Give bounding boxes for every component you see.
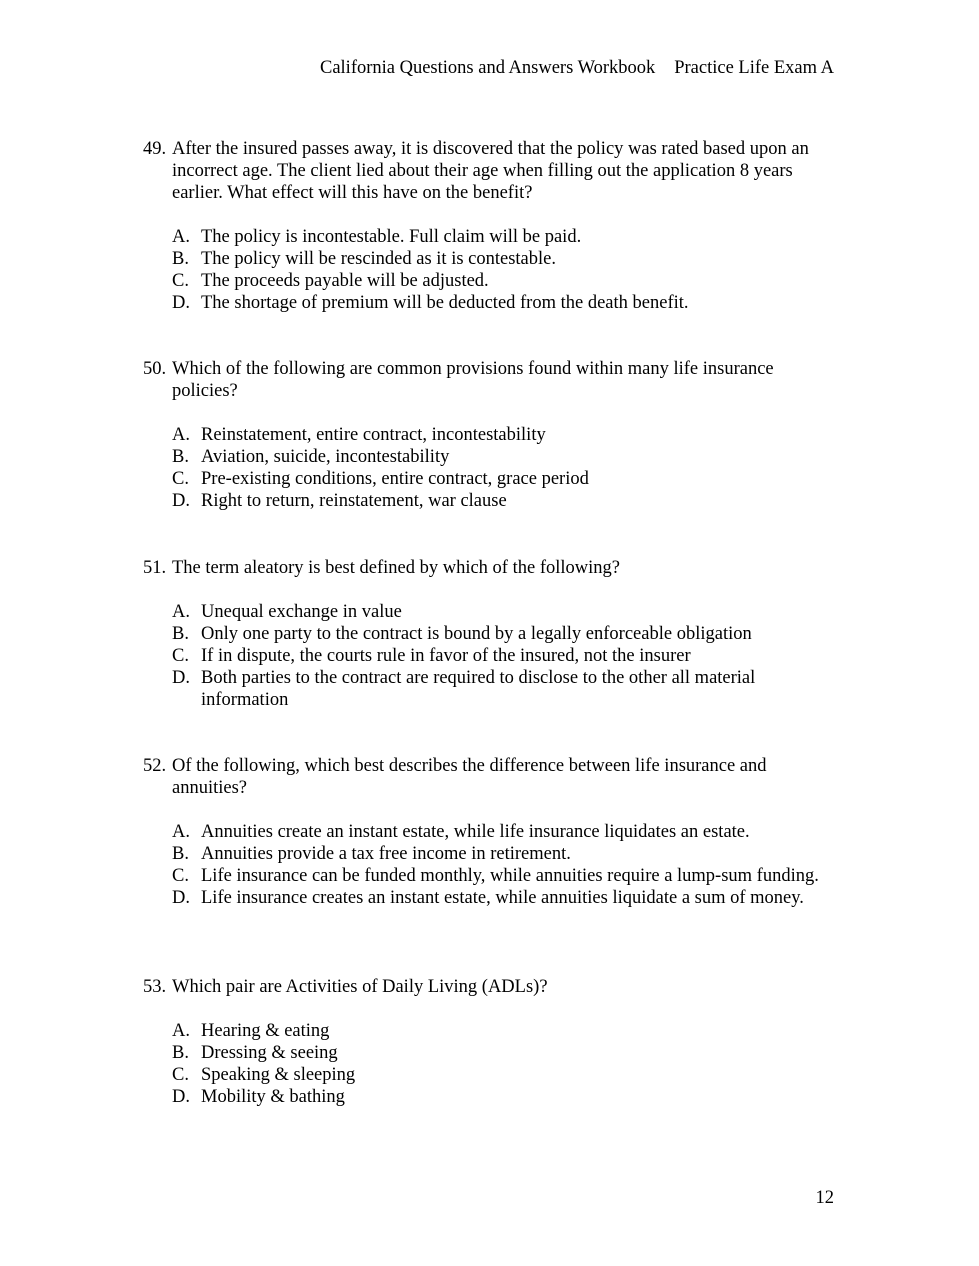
choice-d: D. Life insurance creates an instant estate, while annuities liquidate a sum of money. xyxy=(172,888,804,908)
question-text: The term aleatory is best defined by which of the following? xyxy=(172,558,620,578)
question-number: 52. xyxy=(143,756,167,776)
question-stem xyxy=(143,138,843,204)
choice-a: A. The policy is incontestable. Full claim will be paid. xyxy=(172,227,582,247)
choice-c: C. Speaking & sleeping xyxy=(172,1065,356,1085)
question-52 xyxy=(143,755,843,909)
answer-choices xyxy=(172,424,843,512)
question-53 xyxy=(143,976,843,1108)
choice-b: B. The policy will be rescinded as it is contestable. xyxy=(172,249,556,269)
answer-choices xyxy=(172,226,843,314)
question-text: After the insured passes away, it is discovered that the policy was rated based upon an incorrect age. The client lied about their age when filling out the application 8 years earlier. What effect will this have on the benefit? xyxy=(172,139,809,203)
choice-a: A. Hearing & eating xyxy=(172,1021,330,1041)
choice-a: A. Unequal exchange in value xyxy=(172,602,402,622)
running-header xyxy=(320,57,834,79)
question-text: Which pair are Activities of Daily Living (ADLs)? xyxy=(172,977,548,997)
question-stem xyxy=(143,557,843,579)
choice-d: D. Both parties to the contract are required to disclose to the other all material information xyxy=(172,668,756,710)
choice-b: B. Dressing & seeing xyxy=(172,1043,338,1063)
choice-d: D. The shortage of premium will be deducted from the death benefit. xyxy=(172,293,689,313)
answer-choices xyxy=(172,601,843,711)
question-number: 53. xyxy=(143,977,167,997)
question-stem xyxy=(143,976,843,998)
question-number: 50. xyxy=(143,359,167,379)
choice-d: D. Mobility & bathing xyxy=(172,1087,345,1107)
choice-b: B. Aviation, suicide, incontestability xyxy=(172,447,450,467)
question-number: 51. xyxy=(143,558,167,578)
header-workbook-title: California Questions and Answers Workbook xyxy=(319,58,656,78)
question-text: Which of the following are common provisions found within many life insurance policies? xyxy=(172,359,774,401)
choice-a: A. Reinstatement, entire contract, incontestability xyxy=(172,425,546,445)
question-51 xyxy=(143,557,843,711)
question-49 xyxy=(143,138,843,314)
choice-b: B. Only one party to the contract is bound by a legally enforceable obligation xyxy=(172,624,752,644)
question-stem xyxy=(143,755,843,799)
choice-d: D. Right to return, reinstatement, war clause xyxy=(172,491,507,511)
question-number: 49. xyxy=(143,139,167,159)
question-50 xyxy=(143,358,843,512)
choice-c: C. Life insurance can be funded monthly, while annuities require a lump-sum funding. xyxy=(172,866,819,886)
question-text: Of the following, which best describes the difference between life insurance and annuities? xyxy=(172,756,767,798)
question-stem xyxy=(143,358,843,402)
answer-choices xyxy=(172,821,843,909)
answer-choices xyxy=(172,1020,843,1108)
choice-c: C. If in dispute, the courts rule in favor of the insured, not the insurer xyxy=(172,646,691,666)
page-number: 12 xyxy=(815,1188,834,1208)
choice-c: C. The proceeds payable will be adjusted. xyxy=(172,271,489,291)
choice-a: A. Annuities create an instant estate, while life insurance liquidates an estate. xyxy=(172,822,750,842)
header-exam-title: Practice Life Exam A xyxy=(674,58,834,78)
choice-b: B. Annuities provide a tax free income in retirement. xyxy=(172,844,571,864)
choice-c: C. Pre-existing conditions, entire contract, grace period xyxy=(172,469,589,489)
